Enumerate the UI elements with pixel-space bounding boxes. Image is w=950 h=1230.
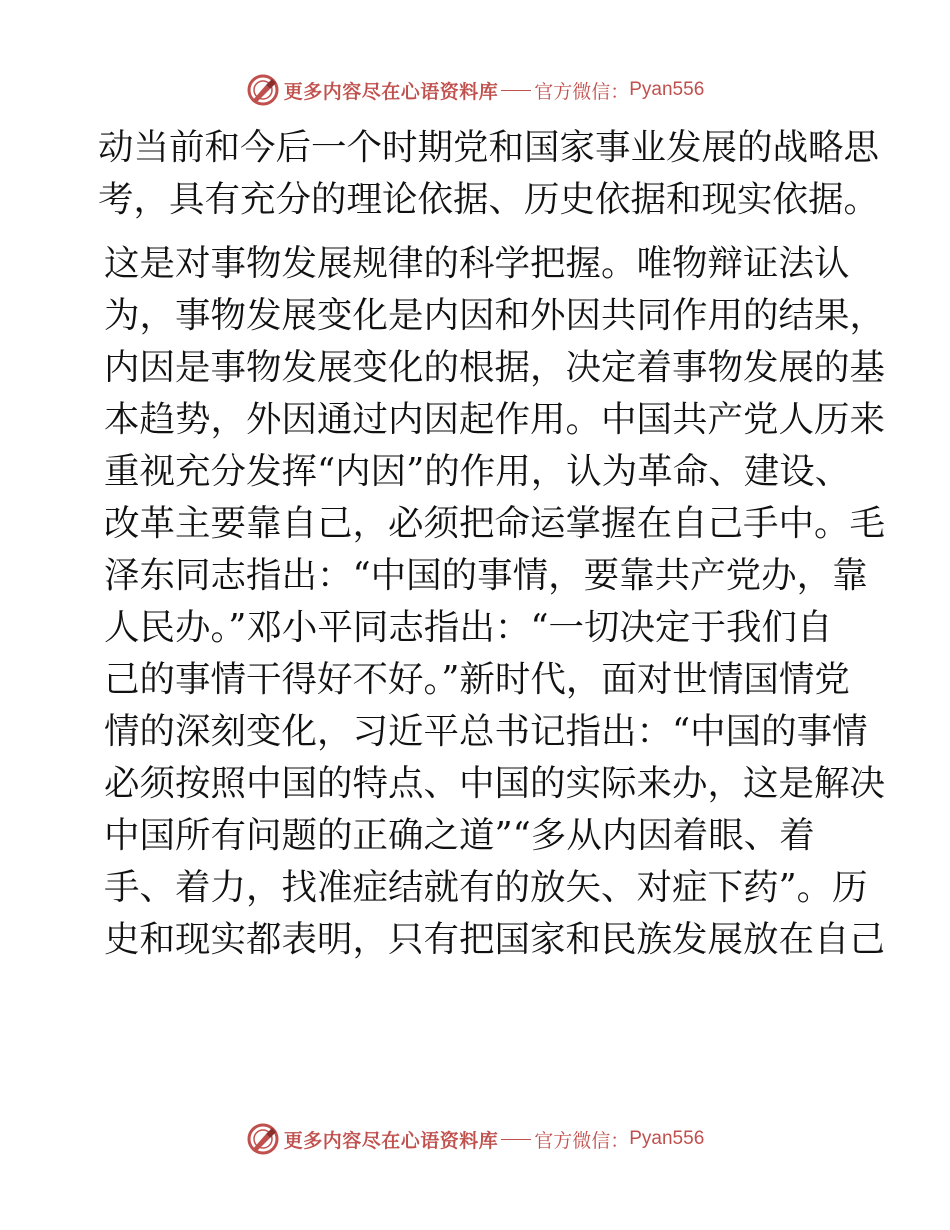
text-line: 泽东同志指出：“中国的事情，要靠共产党办，靠 bbox=[104, 555, 868, 596]
document-body bbox=[98, 122, 886, 966]
text-line: 内因是事物发展变化的根据，决定着事物发展的基 bbox=[104, 347, 886, 388]
text-line: 本趋势，外因通过内因起作用。中国共产党人历来 bbox=[104, 399, 886, 440]
text-line: 中国所有问题的正确之道”“多从内因着眼、着 bbox=[104, 815, 815, 856]
banner-wechat-label: 官方微信： bbox=[534, 1129, 630, 1152]
banner-dash-divider bbox=[501, 1139, 531, 1140]
text-line: 情的深刻变化，习近平总书记指出：“中国的事情 bbox=[104, 711, 868, 752]
footer-banner bbox=[0, 1121, 950, 1157]
text-line: 这是对事物发展规律的科学把握。唯物辩证法认 bbox=[104, 243, 850, 284]
header-banner bbox=[0, 72, 950, 108]
banner-brand-text: 更多内容尽在心语资料库 bbox=[283, 80, 499, 103]
text-line: 史和现实都表明，只有把国家和民族发展放在自己 bbox=[104, 919, 886, 960]
text-line: 己的事情干得好不好。”新时代，面对世情国情党 bbox=[104, 659, 850, 700]
banner-brand-text: 更多内容尽在心语资料库 bbox=[283, 1129, 499, 1152]
paragraph-1 bbox=[98, 122, 880, 226]
text-line: 改革主要靠自己，必须把命运掌握在自己手中。毛 bbox=[104, 503, 886, 544]
pen-logo-icon bbox=[246, 1122, 280, 1156]
text-line: 为，事物发展变化是内因和外因共同作用的结果， bbox=[104, 295, 886, 336]
pen-logo-icon bbox=[246, 73, 280, 107]
text-line: 必须按照中国的特点、中国的实际来办，这是解决 bbox=[104, 763, 886, 804]
text-line: 手、着力，找准症结就有的放矢、对症下药”。历 bbox=[104, 867, 868, 908]
banner-wechat-id: Pyan556 bbox=[629, 79, 705, 100]
banner-dash-divider bbox=[501, 90, 531, 91]
paragraph-2 bbox=[98, 238, 886, 966]
text-line: 重视充分发挥“内因”的作用，认为革命、建设、 bbox=[104, 451, 851, 492]
banner-wechat-id: Pyan556 bbox=[629, 1128, 705, 1149]
banner-wechat-label: 官方微信： bbox=[534, 80, 630, 103]
text-line: 考，具有充分的理论依据、历史依据和现实依据。 bbox=[98, 179, 880, 220]
text-line: 动当前和今后一个时期党和国家事业发展的战略思 bbox=[98, 127, 880, 168]
text-line: 人民办。”邓小平同志指出：“一切决定于我们自 bbox=[104, 607, 833, 648]
